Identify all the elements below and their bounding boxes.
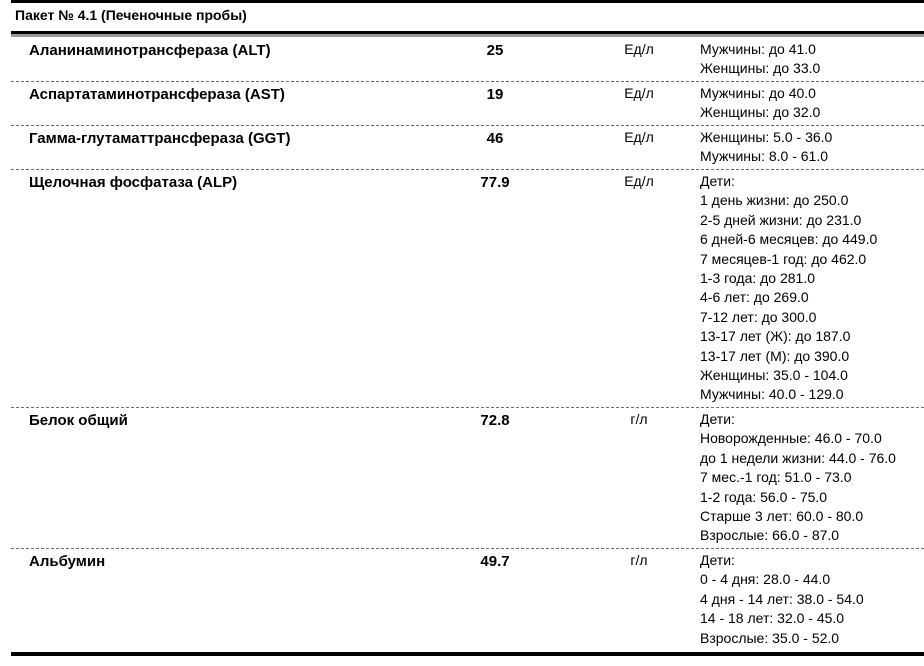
test-value: 19 — [486, 86, 504, 103]
reference-line: Мужчины: до 41.0 — [700, 41, 816, 57]
reference-line: Дети: — [700, 173, 735, 189]
test-name: Альбумин — [29, 553, 106, 570]
test-unit: г/л — [630, 411, 648, 427]
reference-line: Взрослые: 35.0 - 52.0 — [700, 629, 840, 646]
row-separator — [11, 548, 924, 549]
test-name: Аспартатаминотрансфераза (AST) — [29, 86, 285, 103]
reference-line: 2-5 дней жизни: до 231.0 — [700, 211, 862, 228]
reference-line: 13-17 лет (М): до 390.0 — [700, 347, 850, 364]
test-value: 72.8 — [480, 412, 510, 429]
reference-line: Женщины: 5.0 - 36.0 — [700, 129, 833, 145]
row-separator — [11, 407, 924, 408]
test-value: 77.9 — [480, 174, 510, 191]
test-unit: Ед/л — [624, 41, 654, 57]
reference-line: 14 - 18 лет: 32.0 - 45.0 — [700, 610, 845, 627]
reference-range — [700, 172, 877, 405]
reference-line: 4-6 лет: до 269.0 — [700, 289, 809, 306]
test-name: Щелочная фосфатаза (ALP) — [29, 174, 238, 191]
reference-line: 7 месяцев-1 год: до 462.0 — [700, 250, 867, 267]
test-name: Аланинаминотрансфераза (ALT) — [29, 42, 271, 59]
bottom-rule — [11, 652, 924, 656]
reference-line: до 1 недели жизни: 44.0 - 76.0 — [700, 449, 896, 466]
reference-line: 7 мес.-1 год: 51.0 - 73.0 — [700, 469, 852, 486]
reference-line: Дети: — [700, 411, 735, 427]
reference-line: 1-3 года: до 281.0 — [700, 270, 816, 287]
row-separator — [11, 169, 924, 170]
test-unit: Ед/л — [624, 129, 654, 145]
reference-line: 0 - 4 дня: 28.0 - 44.0 — [700, 571, 831, 588]
row-separator — [11, 125, 924, 126]
test-name: Белок общий — [29, 412, 128, 429]
reference-line: 1-2 года: 56.0 - 75.0 — [700, 488, 828, 505]
row-separator — [11, 81, 924, 82]
test-name: Гамма-глутаматтрансфераза (GGT) — [29, 130, 291, 147]
reference-line: 4 дня - 14 лет: 38.0 - 54.0 — [700, 590, 864, 607]
reference-range — [700, 40, 820, 79]
reference-line: 1 день жизни: до 250.0 — [700, 192, 849, 209]
reference-range — [700, 410, 896, 546]
reference-line: 13-17 лет (Ж): до 187.0 — [700, 328, 851, 345]
test-value: 49.7 — [480, 553, 510, 570]
reference-line: Взрослые: 66.0 - 87.0 — [700, 527, 840, 544]
reference-range — [700, 128, 832, 167]
test-unit: Ед/л — [624, 173, 654, 189]
reference-line: Новорожденные: 46.0 - 70.0 — [700, 430, 882, 447]
reference-line: Мужчины: до 40.0 — [700, 85, 816, 101]
test-unit: Ед/л — [624, 85, 654, 101]
package-title: Пакет № 4.1 (Печеночные пробы) — [15, 7, 247, 23]
reference-range — [700, 551, 864, 648]
test-value: 25 — [486, 42, 504, 59]
reference-line: 6 дней-6 месяцев: до 449.0 — [700, 231, 878, 248]
reference-line: Женщины: до 32.0 — [700, 104, 821, 121]
test-value: 46 — [486, 130, 504, 147]
reference-range — [700, 84, 820, 123]
test-unit: г/л — [630, 552, 648, 568]
reference-line: Мужчины: 40.0 - 129.0 — [700, 386, 844, 403]
reference-line: Женщины: до 33.0 — [700, 60, 821, 77]
reference-line: 7-12 лет: до 300.0 — [700, 308, 817, 325]
reference-line: Дети: — [700, 552, 735, 568]
reference-line: Женщины: 35.0 - 104.0 — [700, 367, 848, 384]
reference-line: Старше 3 лет: 60.0 - 80.0 — [700, 508, 864, 525]
reference-line: Мужчины: 8.0 - 61.0 — [700, 148, 829, 165]
